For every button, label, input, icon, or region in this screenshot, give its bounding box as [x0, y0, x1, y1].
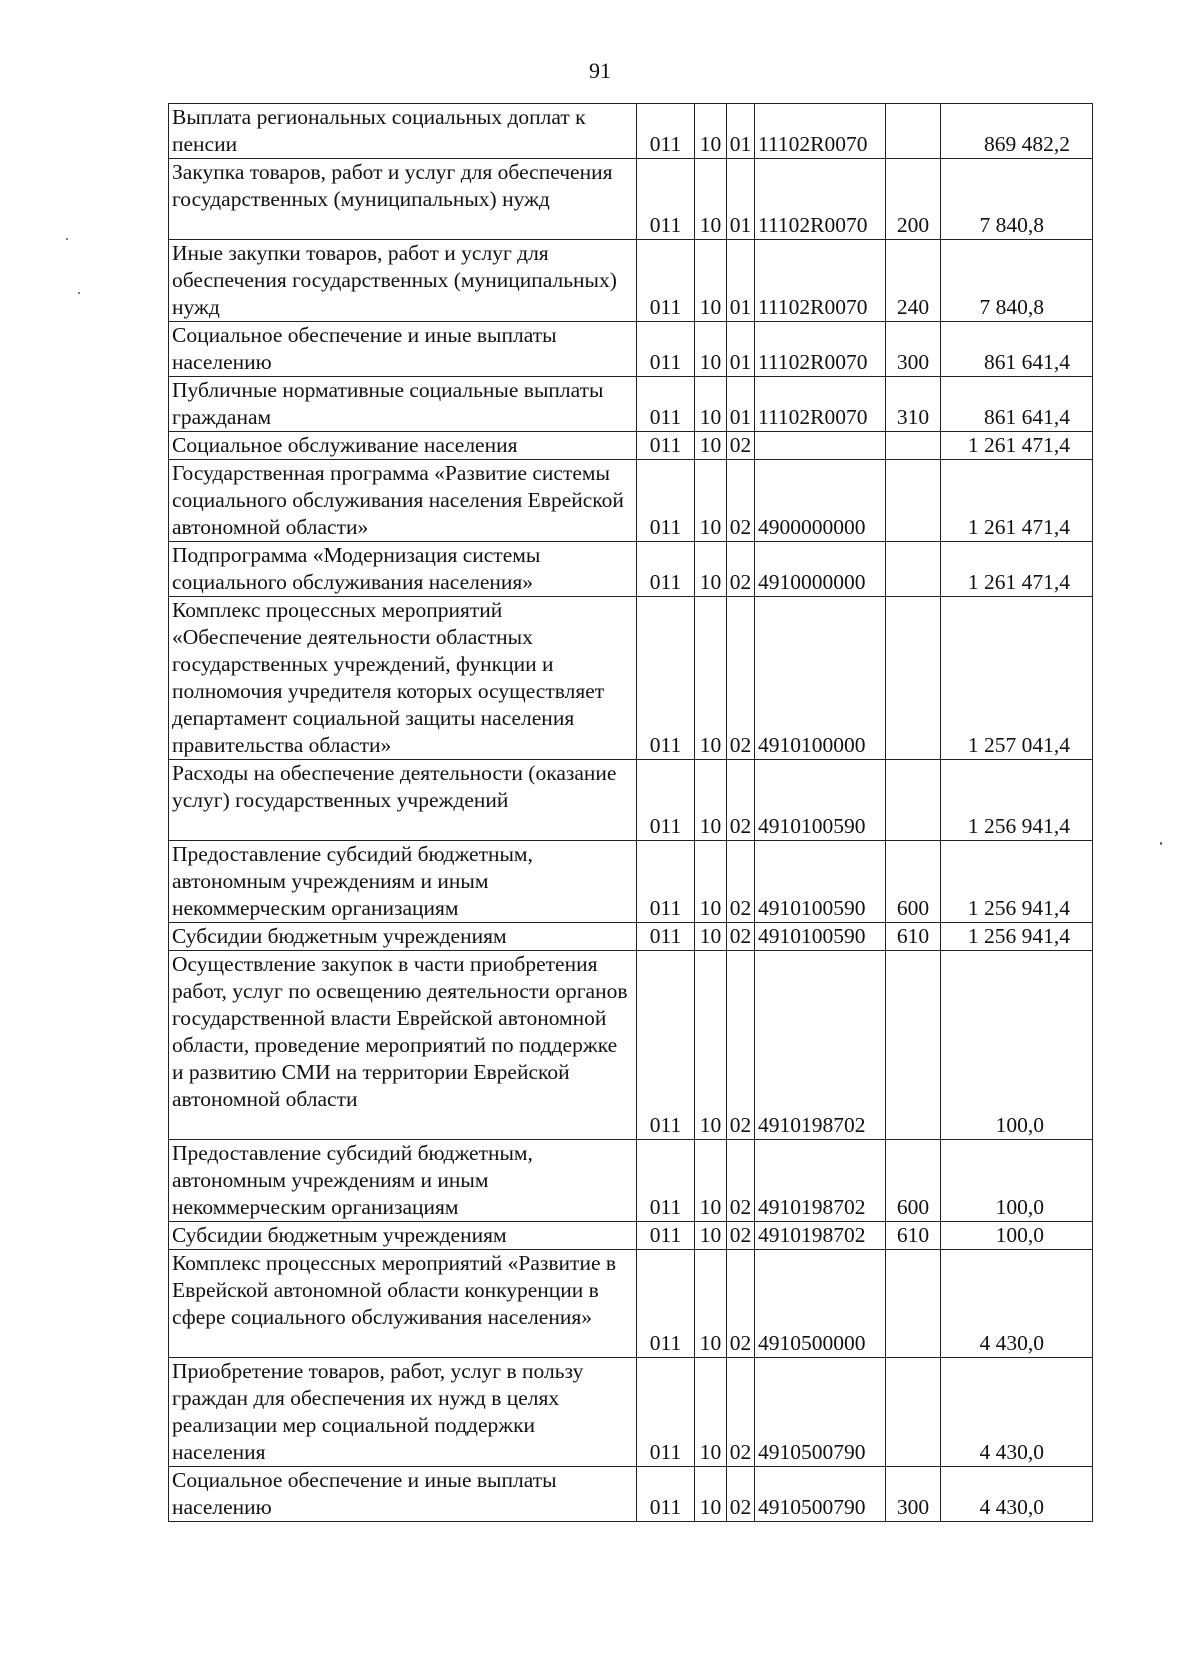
cs-code-cell: 4910500790 — [755, 1358, 886, 1467]
row-name-cell: Субсидии бюджетным учреждениям — [169, 923, 637, 951]
row-name-cell: Приобретение товаров, работ, услуг в пользу граждан для обеспечения их нужд в целях реализации мер социальной поддержки населения — [169, 1358, 637, 1467]
cs-code-cell: 4900000000 — [755, 460, 886, 542]
gr-code-cell: 011 — [637, 432, 695, 460]
row-name-cell: Подпрограмма «Модернизация системы социального обслуживания населения» — [169, 542, 637, 597]
vr-code-cell: 310 — [886, 377, 941, 432]
cs-code-cell: 4910198702 — [755, 1140, 886, 1222]
row-name-cell: Государственная программа «Развитие системы социального обслуживания населения Еврейской автономной области» — [169, 460, 637, 542]
table-row — [169, 159, 1093, 240]
row-name-cell: Публичные нормативные социальные выплаты гражданам — [169, 377, 637, 432]
rz-code-cell: 10 — [695, 841, 727, 923]
rz-code-cell: 10 — [695, 1222, 727, 1250]
gr-code-cell: 011 — [637, 1140, 695, 1222]
gr-code-cell: 011 — [637, 1467, 695, 1522]
rz-code-cell: 10 — [695, 432, 727, 460]
cs-code-cell: 4910100590 — [755, 923, 886, 951]
vr-code-cell: 610 — [886, 1222, 941, 1250]
row-name-cell: Закупка товаров, работ и услуг для обеспечения государственных (муниципальных) нужд — [169, 159, 637, 240]
vr-code-cell — [886, 542, 941, 597]
pr-code-cell: 02 — [727, 760, 755, 841]
vr-code-cell — [886, 432, 941, 460]
pr-code-cell: 01 — [727, 322, 755, 377]
gr-code-cell: 011 — [637, 159, 695, 240]
cs-code-cell: 4910100590 — [755, 760, 886, 841]
gr-code-cell: 011 — [637, 322, 695, 377]
amount-cell: 869 482,2 — [941, 104, 1093, 159]
row-name-cell: Комплекс процессных мероприятий «Обеспечение деятельности областных государственных учреждений, функции и полномочия учредителя которых осуществляет департамент социальной защиты населения правительства области» — [169, 597, 637, 760]
gr-code-cell: 011 — [637, 841, 695, 923]
rz-code-cell: 10 — [695, 923, 727, 951]
vr-code-cell — [886, 460, 941, 542]
row-name-cell: Предоставление субсидий бюджетным, автономным учреждениям и иным некоммерческим организациям — [169, 841, 637, 923]
row-name-cell: Субсидии бюджетным учреждениям — [169, 1222, 637, 1250]
table-row — [169, 1222, 1093, 1250]
table-row — [169, 542, 1093, 597]
scan-speck — [1160, 842, 1162, 845]
rz-code-cell: 10 — [695, 1250, 727, 1358]
vr-code-cell: 600 — [886, 1140, 941, 1222]
table-row — [169, 1140, 1093, 1222]
amount-cell: 7 840,8 — [941, 159, 1093, 240]
cs-code-cell: 4910100590 — [755, 841, 886, 923]
row-name-cell: Социальное обеспечение и иные выплаты населению — [169, 1467, 637, 1522]
gr-code-cell: 011 — [637, 760, 695, 841]
vr-code-cell — [886, 1358, 941, 1467]
table-row — [169, 104, 1093, 159]
amount-cell: 1 261 471,4 — [941, 460, 1093, 542]
pr-code-cell: 01 — [727, 104, 755, 159]
table-row — [169, 760, 1093, 841]
table-row — [169, 951, 1093, 1140]
rz-code-cell: 10 — [695, 597, 727, 760]
rz-code-cell: 10 — [695, 460, 727, 542]
gr-code-cell: 011 — [637, 1222, 695, 1250]
vr-code-cell — [886, 1250, 941, 1358]
cs-code-cell: 11102R0070 — [755, 322, 886, 377]
cs-code-cell: 4910100000 — [755, 597, 886, 760]
row-name-cell: Социальное обеспечение и иные выплаты населению — [169, 322, 637, 377]
vr-code-cell — [886, 597, 941, 760]
page-number: 91 — [589, 58, 611, 83]
rz-code-cell: 10 — [695, 1358, 727, 1467]
amount-cell: 1 256 941,4 — [941, 841, 1093, 923]
cs-code-cell: 4910000000 — [755, 542, 886, 597]
table-row — [169, 240, 1093, 322]
rz-code-cell: 10 — [695, 1140, 727, 1222]
cs-code-cell — [755, 432, 886, 460]
amount-cell: 861 641,4 — [941, 377, 1093, 432]
amount-cell: 4 430,0 — [941, 1358, 1093, 1467]
pr-code-cell: 02 — [727, 597, 755, 760]
gr-code-cell: 011 — [637, 1358, 695, 1467]
pr-code-cell: 01 — [727, 377, 755, 432]
pr-code-cell: 01 — [727, 159, 755, 240]
gr-code-cell: 011 — [637, 923, 695, 951]
pr-code-cell: 02 — [727, 1222, 755, 1250]
table-row — [169, 322, 1093, 377]
pr-code-cell: 02 — [727, 841, 755, 923]
rz-code-cell: 10 — [695, 1467, 727, 1522]
pr-code-cell: 02 — [727, 460, 755, 542]
row-name-cell: Расходы на обеспечение деятельности (оказание услуг) государственных учреждений — [169, 760, 637, 841]
gr-code-cell: 011 — [637, 240, 695, 322]
budget-table-body — [169, 104, 1093, 1522]
gr-code-cell: 011 — [637, 951, 695, 1140]
scan-speck — [66, 238, 68, 240]
table-row — [169, 460, 1093, 542]
gr-code-cell: 011 — [637, 542, 695, 597]
table-row — [169, 377, 1093, 432]
pr-code-cell: 02 — [727, 432, 755, 460]
vr-code-cell: 300 — [886, 322, 941, 377]
amount-cell: 1 256 941,4 — [941, 760, 1093, 841]
amount-cell: 100,0 — [941, 951, 1093, 1140]
table-row — [169, 1358, 1093, 1467]
rz-code-cell: 10 — [695, 240, 727, 322]
rz-code-cell: 10 — [695, 322, 727, 377]
pr-code-cell: 02 — [727, 1250, 755, 1358]
rz-code-cell: 10 — [695, 951, 727, 1140]
vr-code-cell: 600 — [886, 841, 941, 923]
amount-cell: 4 430,0 — [941, 1467, 1093, 1522]
cs-code-cell: 4910500000 — [755, 1250, 886, 1358]
amount-cell: 4 430,0 — [941, 1250, 1093, 1358]
gr-code-cell: 011 — [637, 597, 695, 760]
vr-code-cell — [886, 104, 941, 159]
amount-cell: 1 261 471,4 — [941, 542, 1093, 597]
rz-code-cell: 10 — [695, 104, 727, 159]
row-name-cell: Социальное обслуживание населения — [169, 432, 637, 460]
pr-code-cell: 02 — [727, 1140, 755, 1222]
cs-code-cell: 4910198702 — [755, 951, 886, 1140]
gr-code-cell: 011 — [637, 377, 695, 432]
pr-code-cell: 02 — [727, 951, 755, 1140]
vr-code-cell: 200 — [886, 159, 941, 240]
table-row — [169, 923, 1093, 951]
amount-cell: 1 256 941,4 — [941, 923, 1093, 951]
gr-code-cell: 011 — [637, 104, 695, 159]
amount-cell: 1 261 471,4 — [941, 432, 1093, 460]
pr-code-cell: 01 — [727, 240, 755, 322]
rz-code-cell: 10 — [695, 159, 727, 240]
pr-code-cell: 02 — [727, 542, 755, 597]
rz-code-cell: 10 — [695, 542, 727, 597]
gr-code-cell: 011 — [637, 1250, 695, 1358]
table-row — [169, 1250, 1093, 1358]
pr-code-cell: 02 — [727, 923, 755, 951]
amount-cell: 100,0 — [941, 1140, 1093, 1222]
scan-speck — [78, 292, 80, 294]
table-row — [169, 841, 1093, 923]
cs-code-cell: 11102R0070 — [755, 104, 886, 159]
row-name-cell: Иные закупки товаров, работ и услуг для обеспечения государственных (муниципальных) нужд — [169, 240, 637, 322]
row-name-cell: Осуществление закупок в части приобретения работ, услуг по освещению деятельности органов государственной власти Еврейской автономной области, проведение мероприятий по поддержке и развитию СМИ на территории Еврейской автономной области — [169, 951, 637, 1140]
rz-code-cell: 10 — [695, 377, 727, 432]
vr-code-cell: 300 — [886, 1467, 941, 1522]
rz-code-cell: 10 — [695, 760, 727, 841]
amount-cell: 1 257 041,4 — [941, 597, 1093, 760]
cs-code-cell: 4910500790 — [755, 1467, 886, 1522]
budget-table — [168, 103, 1093, 1522]
cs-code-cell: 4910198702 — [755, 1222, 886, 1250]
cs-code-cell: 11102R0070 — [755, 159, 886, 240]
amount-cell: 861 641,4 — [941, 322, 1093, 377]
vr-code-cell: 610 — [886, 923, 941, 951]
cs-code-cell: 11102R0070 — [755, 240, 886, 322]
row-name-cell: Комплекс процессных мероприятий «Развитие в Еврейской автономной области конкуренции в сфере социального обслуживания населения» — [169, 1250, 637, 1358]
row-name-cell: Выплата региональных социальных доплат к пенсии — [169, 104, 637, 159]
cs-code-cell: 11102R0070 — [755, 377, 886, 432]
vr-code-cell: 240 — [886, 240, 941, 322]
amount-cell: 7 840,8 — [941, 240, 1093, 322]
pr-code-cell: 02 — [727, 1467, 755, 1522]
amount-cell: 100,0 — [941, 1222, 1093, 1250]
table-row — [169, 1467, 1093, 1522]
table-row — [169, 597, 1093, 760]
pr-code-cell: 02 — [727, 1358, 755, 1467]
table-row — [169, 432, 1093, 460]
gr-code-cell: 011 — [637, 460, 695, 542]
vr-code-cell — [886, 760, 941, 841]
row-name-cell: Предоставление субсидий бюджетным, автономным учреждениям и иным некоммерческим организациям — [169, 1140, 637, 1222]
vr-code-cell — [886, 951, 941, 1140]
